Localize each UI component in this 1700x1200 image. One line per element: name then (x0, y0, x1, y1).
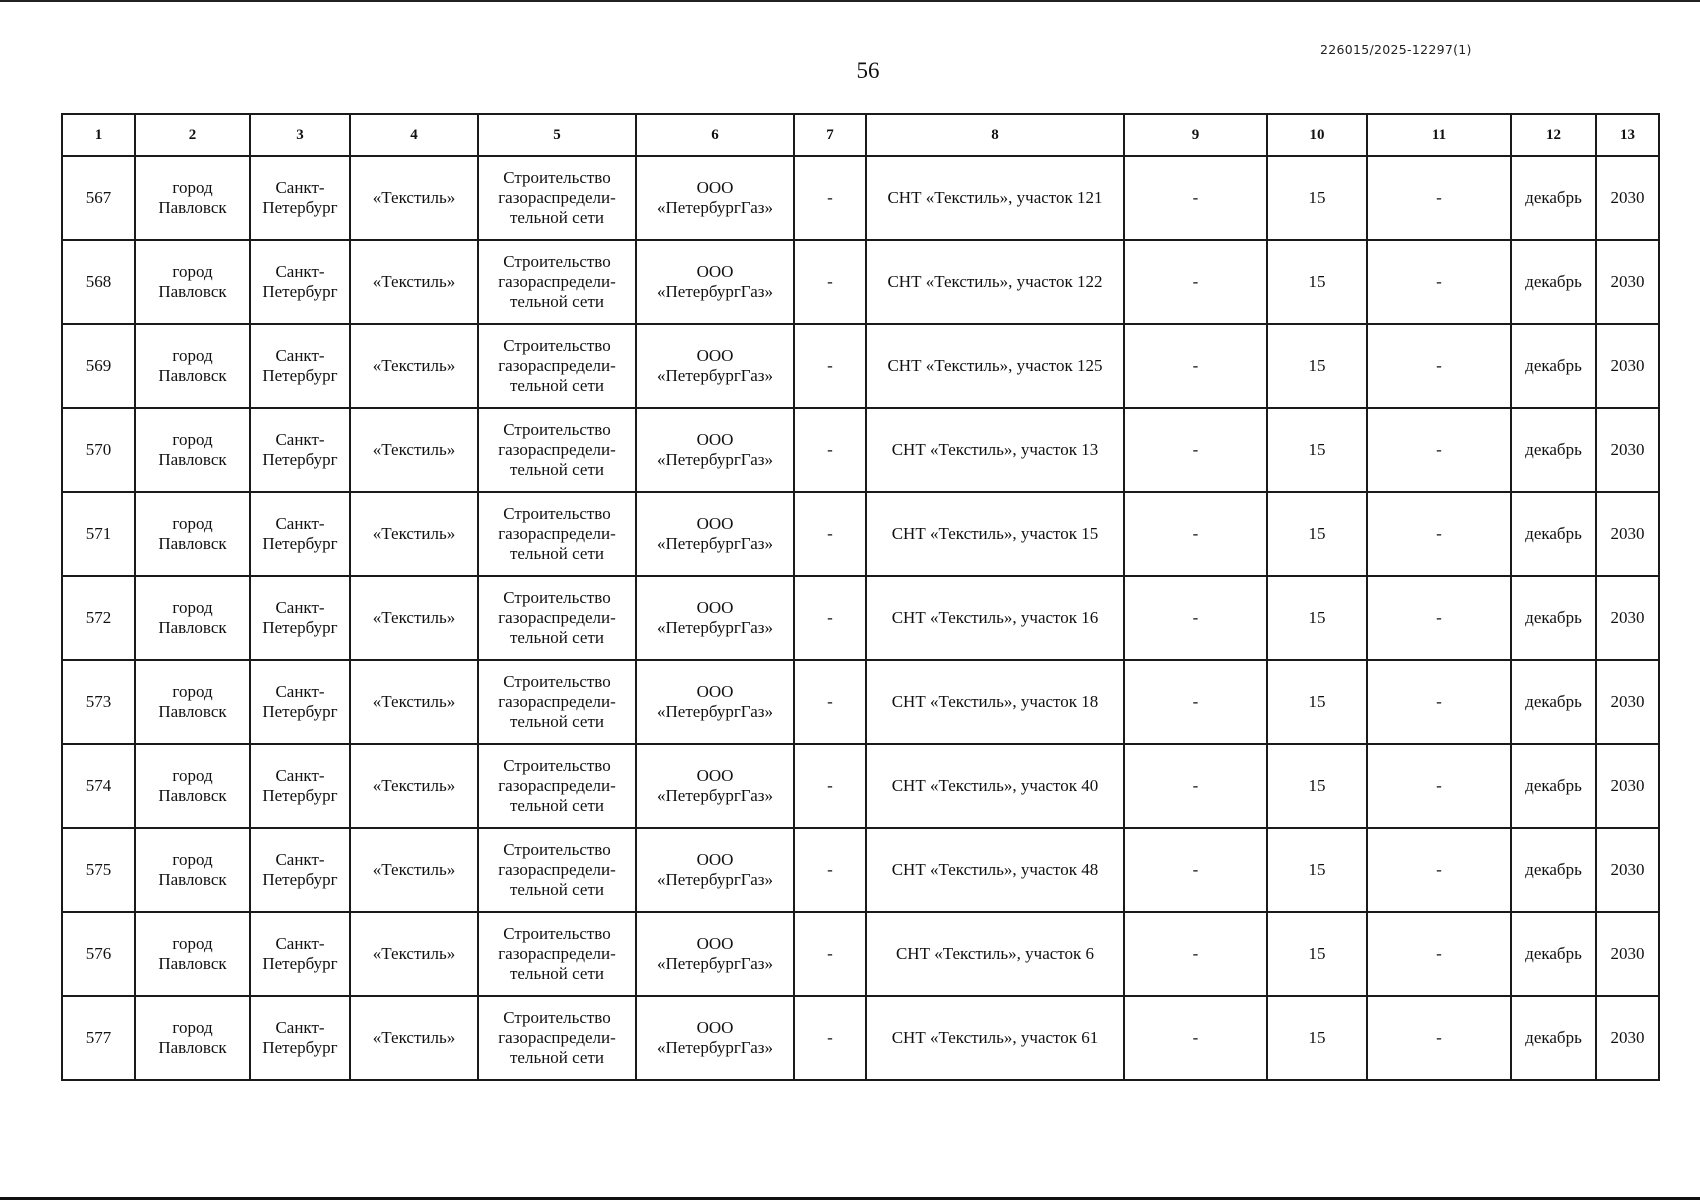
cell-col7-value: - (794, 408, 866, 492)
cell-col7-value: - (794, 660, 866, 744)
cell-year: 2030 (1596, 828, 1659, 912)
cell-work-type: Строительство газораспредели-тельной сети (478, 828, 636, 912)
cell-year: 2030 (1596, 492, 1659, 576)
table-row (62, 156, 1659, 240)
cell-contractor: ООО «ПетербургГаз» (636, 660, 794, 744)
table-row (62, 660, 1659, 744)
cell-col7-value: - (794, 492, 866, 576)
cell-object-name: «Текстиль» (350, 156, 478, 240)
cell-row-number: 574 (62, 744, 135, 828)
cell-address: СНТ «Текстиль», участок 121 (866, 156, 1124, 240)
cell-year: 2030 (1596, 996, 1659, 1080)
cell-row-number: 573 (62, 660, 135, 744)
column-header-5: 5 (478, 114, 636, 156)
column-header-11: 11 (1367, 114, 1511, 156)
cell-col10-value: 15 (1267, 324, 1367, 408)
cell-object-name: «Текстиль» (350, 744, 478, 828)
cell-col11-value: - (1367, 492, 1511, 576)
cell-address: СНТ «Текстиль», участок 15 (866, 492, 1124, 576)
cell-object-name: «Текстиль» (350, 240, 478, 324)
table-row (62, 408, 1659, 492)
cell-month: декабрь (1511, 324, 1596, 408)
cell-col7-value: - (794, 240, 866, 324)
cell-contractor: ООО «ПетербургГаз» (636, 576, 794, 660)
cell-object-name: «Текстиль» (350, 408, 478, 492)
cell-settlement: город Павловск (135, 576, 250, 660)
table-row (62, 828, 1659, 912)
cell-settlement: город Павловск (135, 408, 250, 492)
cell-month: декабрь (1511, 492, 1596, 576)
cell-address: СНТ «Текстиль», участок 6 (866, 912, 1124, 996)
cell-month: декабрь (1511, 660, 1596, 744)
column-header-10: 10 (1267, 114, 1367, 156)
page-number: 56 (856, 58, 880, 83)
cell-col10-value: 15 (1267, 828, 1367, 912)
cell-row-number: 570 (62, 408, 135, 492)
cell-region: Санкт-Петербург (250, 996, 350, 1080)
cell-contractor: ООО «ПетербургГаз» (636, 324, 794, 408)
cell-year: 2030 (1596, 240, 1659, 324)
cell-year: 2030 (1596, 408, 1659, 492)
cell-settlement: город Павловск (135, 828, 250, 912)
cell-object-name: «Текстиль» (350, 828, 478, 912)
cell-col10-value: 15 (1267, 996, 1367, 1080)
cell-col9-value: - (1124, 492, 1267, 576)
cell-col7-value: - (794, 996, 866, 1080)
cell-month: декабрь (1511, 996, 1596, 1080)
cell-year: 2030 (1596, 324, 1659, 408)
column-header-8: 8 (866, 114, 1124, 156)
cell-contractor: ООО «ПетербургГаз» (636, 492, 794, 576)
column-header-1: 1 (62, 114, 135, 156)
cell-settlement: город Павловск (135, 912, 250, 996)
cell-address: СНТ «Текстиль», участок 40 (866, 744, 1124, 828)
cell-col11-value: - (1367, 744, 1511, 828)
cell-col10-value: 15 (1267, 156, 1367, 240)
cell-settlement: город Павловск (135, 660, 250, 744)
column-header-6: 6 (636, 114, 794, 156)
cell-region: Санкт-Петербург (250, 744, 350, 828)
cell-col11-value: - (1367, 576, 1511, 660)
cell-col11-value: - (1367, 408, 1511, 492)
cell-row-number: 567 (62, 156, 135, 240)
cell-settlement: город Павловск (135, 156, 250, 240)
cell-col7-value: - (794, 576, 866, 660)
table-row (62, 996, 1659, 1080)
cell-row-number: 569 (62, 324, 135, 408)
cell-year: 2030 (1596, 744, 1659, 828)
cell-work-type: Строительство газораспредели-тельной сети (478, 996, 636, 1080)
cell-col10-value: 15 (1267, 660, 1367, 744)
cell-month: декабрь (1511, 240, 1596, 324)
cell-col9-value: - (1124, 156, 1267, 240)
cell-col10-value: 15 (1267, 240, 1367, 324)
cell-month: декабрь (1511, 828, 1596, 912)
cell-settlement: город Павловск (135, 492, 250, 576)
cell-address: СНТ «Текстиль», участок 13 (866, 408, 1124, 492)
cell-col7-value: - (794, 324, 866, 408)
registration-number: 226015/2025-12297(1) (1320, 42, 1472, 57)
cell-col10-value: 15 (1267, 492, 1367, 576)
cell-work-type: Строительство газораспредели-тельной сети (478, 744, 636, 828)
column-header-7: 7 (794, 114, 866, 156)
cell-object-name: «Текстиль» (350, 324, 478, 408)
cell-work-type: Строительство газораспредели-тельной сети (478, 156, 636, 240)
cell-month: декабрь (1511, 744, 1596, 828)
cell-col11-value: - (1367, 912, 1511, 996)
column-header-3: 3 (250, 114, 350, 156)
cell-col7-value: - (794, 912, 866, 996)
cell-col11-value: - (1367, 660, 1511, 744)
cell-col11-value: - (1367, 996, 1511, 1080)
cell-row-number: 575 (62, 828, 135, 912)
column-header-4: 4 (350, 114, 478, 156)
cell-row-number: 577 (62, 996, 135, 1080)
cell-work-type: Строительство газораспредели-тельной сети (478, 576, 636, 660)
cell-col9-value: - (1124, 912, 1267, 996)
cell-col9-value: - (1124, 828, 1267, 912)
cell-region: Санкт-Петербург (250, 660, 350, 744)
cell-col9-value: - (1124, 240, 1267, 324)
cell-col11-value: - (1367, 324, 1511, 408)
cell-address: СНТ «Текстиль», участок 122 (866, 240, 1124, 324)
table-row (62, 744, 1659, 828)
cell-month: декабрь (1511, 912, 1596, 996)
cell-contractor: ООО «ПетербургГаз» (636, 744, 794, 828)
table-row (62, 324, 1659, 408)
cell-region: Санкт-Петербург (250, 492, 350, 576)
cell-col10-value: 15 (1267, 912, 1367, 996)
cell-col9-value: - (1124, 744, 1267, 828)
cell-contractor: ООО «ПетербургГаз» (636, 240, 794, 324)
cell-month: декабрь (1511, 156, 1596, 240)
cell-settlement: город Павловск (135, 744, 250, 828)
cell-col11-value: - (1367, 240, 1511, 324)
cell-col10-value: 15 (1267, 744, 1367, 828)
cell-year: 2030 (1596, 156, 1659, 240)
cell-work-type: Строительство газораспредели-тельной сети (478, 408, 636, 492)
cell-work-type: Строительство газораспредели-тельной сети (478, 912, 636, 996)
cell-col7-value: - (794, 744, 866, 828)
cell-address: СНТ «Текстиль», участок 61 (866, 996, 1124, 1080)
cell-row-number: 568 (62, 240, 135, 324)
cell-col7-value: - (794, 156, 866, 240)
cell-contractor: ООО «ПетербургГаз» (636, 828, 794, 912)
cell-address: СНТ «Текстиль», участок 18 (866, 660, 1124, 744)
cell-col9-value: - (1124, 660, 1267, 744)
cell-region: Санкт-Петербург (250, 324, 350, 408)
cell-col9-value: - (1124, 408, 1267, 492)
cell-year: 2030 (1596, 660, 1659, 744)
cell-col10-value: 15 (1267, 576, 1367, 660)
column-header-12: 12 (1511, 114, 1596, 156)
cell-object-name: «Текстиль» (350, 492, 478, 576)
cell-work-type: Строительство газораспредели-тельной сети (478, 492, 636, 576)
cell-address: СНТ «Текстиль», участок 125 (866, 324, 1124, 408)
cell-object-name: «Текстиль» (350, 576, 478, 660)
table-row (62, 576, 1659, 660)
cell-col7-value: - (794, 828, 866, 912)
cell-col9-value: - (1124, 324, 1267, 408)
cell-col9-value: - (1124, 996, 1267, 1080)
cell-contractor: ООО «ПетербургГаз» (636, 156, 794, 240)
cell-address: СНТ «Текстиль», участок 48 (866, 828, 1124, 912)
cell-row-number: 572 (62, 576, 135, 660)
cell-settlement: город Павловск (135, 996, 250, 1080)
cell-address: СНТ «Текстиль», участок 16 (866, 576, 1124, 660)
cell-region: Санкт-Петербург (250, 240, 350, 324)
cell-region: Санкт-Петербург (250, 912, 350, 996)
table-row (62, 912, 1659, 996)
cell-month: декабрь (1511, 576, 1596, 660)
scan-top-edge (0, 0, 1700, 2)
cell-contractor: ООО «ПетербургГаз» (636, 408, 794, 492)
cell-year: 2030 (1596, 576, 1659, 660)
cell-year: 2030 (1596, 912, 1659, 996)
table-body (62, 156, 1659, 1080)
cell-work-type: Строительство газораспредели-тельной сети (478, 240, 636, 324)
column-header-13: 13 (1596, 114, 1659, 156)
cell-contractor: ООО «ПетербургГаз» (636, 912, 794, 996)
cell-settlement: город Павловск (135, 324, 250, 408)
cell-settlement: город Павловск (135, 240, 250, 324)
cell-col11-value: - (1367, 828, 1511, 912)
cell-work-type: Строительство газораспредели-тельной сети (478, 324, 636, 408)
cell-region: Санкт-Петербург (250, 408, 350, 492)
cell-object-name: «Текстиль» (350, 996, 478, 1080)
cell-col9-value: - (1124, 576, 1267, 660)
register-table (61, 113, 1660, 1081)
header-row (62, 114, 1659, 156)
table-row (62, 492, 1659, 576)
cell-contractor: ООО «ПетербургГаз» (636, 996, 794, 1080)
column-header-2: 2 (135, 114, 250, 156)
cell-region: Санкт-Петербург (250, 156, 350, 240)
cell-object-name: «Текстиль» (350, 660, 478, 744)
cell-row-number: 576 (62, 912, 135, 996)
cell-row-number: 571 (62, 492, 135, 576)
cell-col10-value: 15 (1267, 408, 1367, 492)
table-row (62, 240, 1659, 324)
cell-object-name: «Текстиль» (350, 912, 478, 996)
column-header-9: 9 (1124, 114, 1267, 156)
cell-region: Санкт-Петербург (250, 828, 350, 912)
cell-region: Санкт-Петербург (250, 576, 350, 660)
cell-work-type: Строительство газораспредели-тельной сети (478, 660, 636, 744)
cell-month: декабрь (1511, 408, 1596, 492)
cell-col11-value: - (1367, 156, 1511, 240)
